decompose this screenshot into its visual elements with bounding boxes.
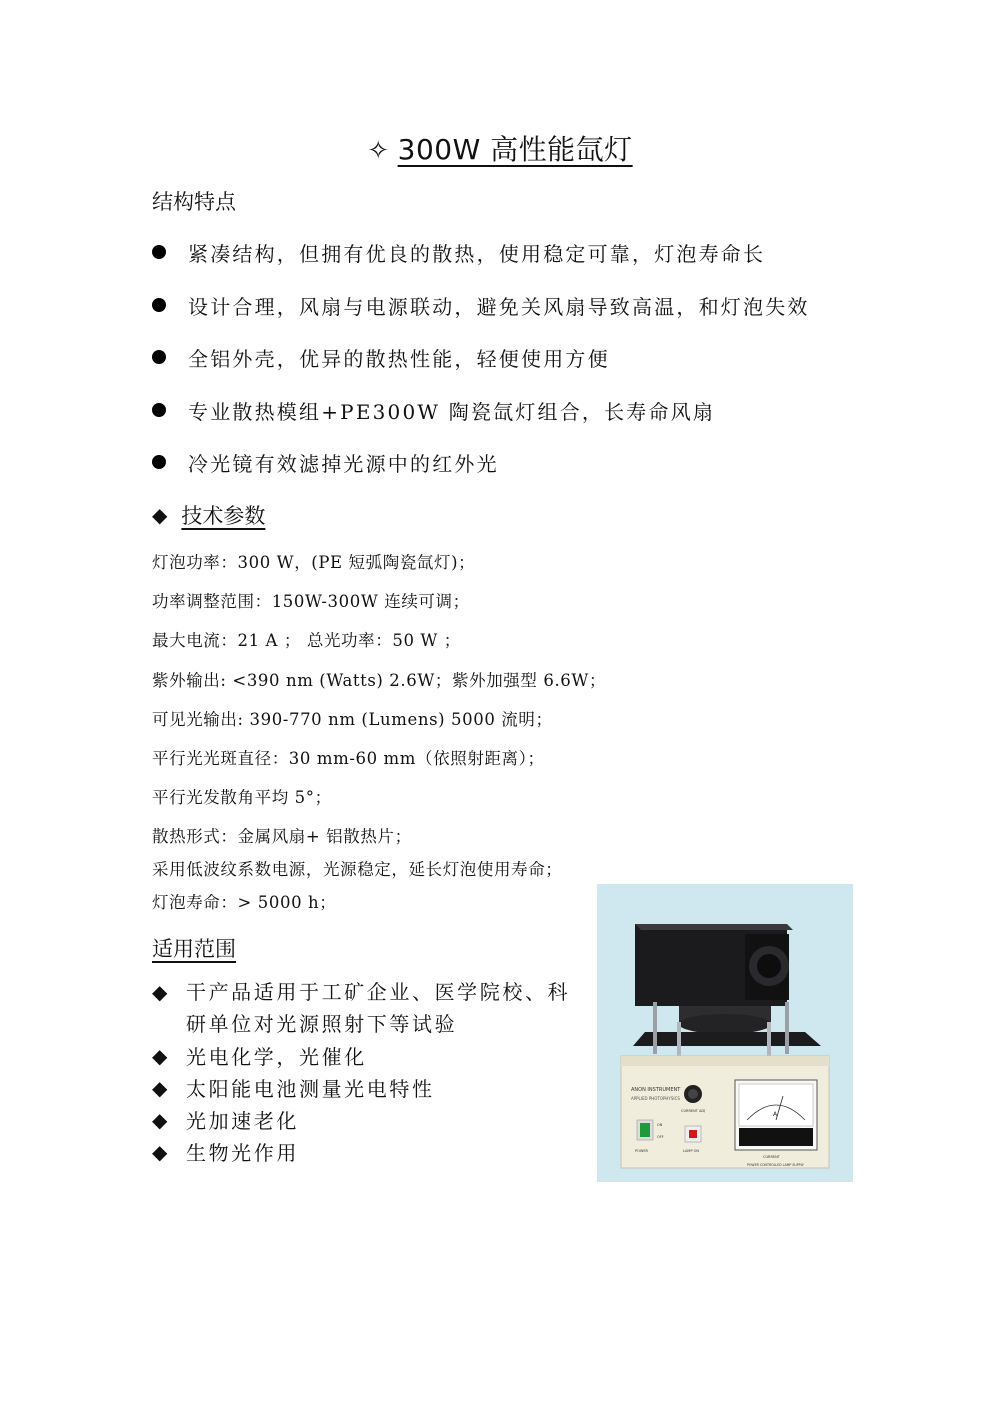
application-text: 干产品适用于工矿企业、医学院校、科研单位对光源照射下等试验 (185, 980, 571, 1036)
feature-item (152, 396, 715, 425)
feature-item (152, 291, 810, 320)
feature-text: 全铝外壳，优异的散热性能，轻便使用方便 (188, 347, 610, 371)
spec-line: 功率调整范围：150W-300W 连续可调； (152, 592, 470, 611)
diamond-bullet-icon: ◆ (152, 1044, 170, 1068)
application-item (152, 1104, 592, 1137)
footer-label: POWER CONTROLLED LAMP SUPPLY (747, 1163, 804, 1167)
specs-heading (152, 500, 265, 530)
application-text: 光电化学，光催化 (185, 1045, 367, 1069)
feature-text: 专业散热模组+PE300W 陶瓷氙灯组合，长寿命风扇 (188, 400, 716, 424)
feature-item (152, 448, 499, 477)
spec-line: 灯泡寿命：> 5000 h； (152, 893, 337, 912)
panel-sub-text: APPLIED PHOTOPHYSICS (631, 1096, 680, 1101)
spec-line: 平行光光斑直径：30 mm-60 mm（依照射距离）； (152, 749, 545, 768)
panel-brand-text: ANON INSTRUMENT (631, 1087, 681, 1093)
features-heading: 结构特点 (152, 190, 236, 214)
spec-line: 采用低波纹系数电源，光源稳定，延长灯泡使用寿命； (152, 860, 563, 879)
product-photo (597, 884, 853, 1182)
off-label: OFF (657, 1135, 664, 1139)
star-icon: ✧ (367, 136, 390, 166)
bullet-dot-icon (152, 245, 166, 259)
applications-heading (152, 933, 236, 963)
spec-line: 灯泡功率：300 W，(PE 短弧陶瓷氙灯)； (152, 553, 476, 572)
meter-label: CURRENT (763, 1155, 780, 1159)
on-label: ON (657, 1123, 663, 1127)
diamond-bullet-icon: ◆ (152, 1108, 170, 1132)
application-text: 太阳能电池测量光电特性 (185, 1077, 435, 1101)
feature-text: 紧凑结构，但拥有优良的散热，使用稳定可靠，灯泡寿命长 (188, 242, 766, 266)
specs-heading-text: 技术参数 (181, 504, 266, 528)
diamond-bullet-icon: ◆ (152, 1140, 170, 1164)
feature-text: 设计合理，风扇与电源联动，避免关风扇导致高温，和灯泡失效 (188, 295, 810, 319)
bullet-dot-icon (152, 350, 166, 364)
diamond-bullet-icon: ◆ (152, 503, 168, 527)
spec-line: 平行光发散角平均 5°； (152, 788, 332, 807)
feature-item (152, 343, 610, 372)
diamond-bullet-icon: ◆ (152, 980, 170, 1004)
spec-line: 可见光输出: 390-770 nm (Lumens) 5000 流明； (152, 710, 553, 729)
diamond-bullet-icon: ◆ (152, 1076, 170, 1100)
bullet-dot-icon (152, 455, 166, 469)
spec-line: 散热形式：金属风扇+ 铝散热片； (152, 827, 412, 846)
knob-label: CURRENT ADJ (681, 1109, 706, 1113)
spec-line: 紫外输出: <390 nm (Watts) 2.6W；紫外加强型 6.6W； (152, 671, 607, 690)
lamp-label: LAMP ON (683, 1149, 700, 1153)
power-label: POWER (635, 1149, 648, 1153)
meter-unit: A (773, 1111, 778, 1118)
bullet-dot-icon (152, 403, 166, 417)
feature-item (152, 238, 765, 267)
bullet-dot-icon (152, 298, 166, 312)
application-item (152, 1072, 592, 1105)
document-title (0, 128, 1000, 168)
application-item (152, 1040, 592, 1073)
application-item (152, 976, 592, 1040)
feature-text: 冷光镜有效滤掉光源中的红外光 (188, 452, 499, 476)
title-text: 300W 高性能氙灯 (397, 133, 633, 166)
applications-heading-text: 适用范围 (152, 937, 236, 961)
application-text: 光加速老化 (185, 1109, 299, 1133)
application-text: 生物光作用 (185, 1141, 299, 1165)
spec-line: 最大电流：21 A ； 总光功率：50 W ； (152, 631, 461, 650)
application-item (152, 1136, 592, 1169)
